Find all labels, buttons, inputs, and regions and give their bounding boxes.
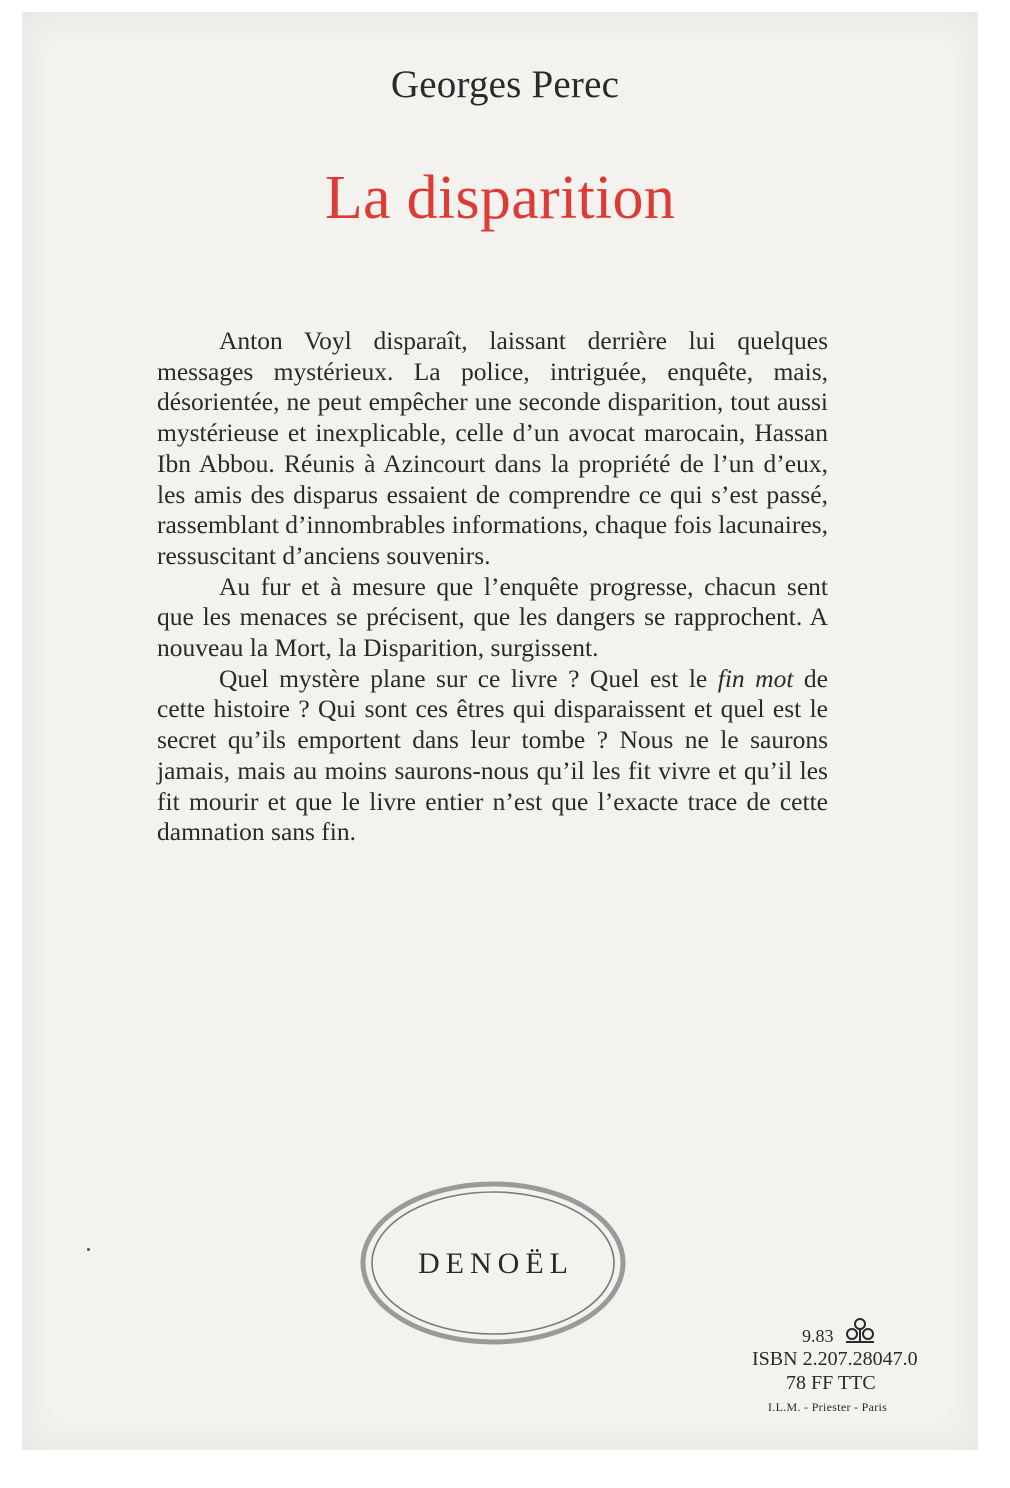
blurb-text bbox=[157, 326, 828, 848]
print-speck bbox=[87, 1248, 90, 1251]
blurb-italic-phrase: fin mot bbox=[717, 663, 794, 693]
printer-credit: I.L.M. - Priester - Paris bbox=[768, 1400, 888, 1414]
blurb-paragraph-3-start: Quel mystère plane sur ce livre ? Quel est le bbox=[219, 663, 718, 693]
price-code-row bbox=[802, 1316, 902, 1346]
blurb-paragraph-1: Anton Voyl disparaît, laissant derrière lui quelques messages mystérieux. La police, intriguée, enquête, mais, désorientée, ne peut empêcher une seconde disparition, tout aussi mystérieuse et inexplicable, celle d’un avocat marocain, Hassan Ibn Abbou. Réunis à Azincourt dans la propriété de l’un d’eux, les amis des disparus essaient de comprendre ce qui s’est passé, rassemblant d’innombrables informations, chaque fois lacunaires, ressuscitant d’anciens souvenirs. bbox=[157, 326, 828, 570]
blurb-paragraph-2: Au fur et à mesure que l’enquête progresse, chacun sent que les menaces se précisent, que les dangers se rapprochent. A nouveau la Mort, la Disparition, surgissent. bbox=[157, 571, 828, 663]
price-code: 9.83 bbox=[802, 1326, 834, 1346]
book-title: La disparition bbox=[324, 164, 676, 232]
blurb-paragraph-3-end: de cette histoire ? Qui sont ces êtres qui disparaissent et quel est le secret qu’ils emportent dans leur tombe ? Nous ne le saurons jamais, mais au moins saurons-nous qu’il les fit vivre et qu’il les fit mourir et que le livre entier n’est que l’exacte trace de cette damnation sans fin. bbox=[157, 663, 828, 847]
publisher-name: DENOËL bbox=[418, 1247, 574, 1280]
isbn-number: ISBN 2.207.28047.0 bbox=[752, 1348, 918, 1370]
blurb-paragraph-3 bbox=[157, 664, 828, 848]
author-name: Georges Perec bbox=[390, 63, 620, 106]
fleuron-icon bbox=[842, 1316, 878, 1352]
price-label: 78 FF TTC bbox=[786, 1372, 876, 1394]
publisher-logo bbox=[357, 1178, 629, 1348]
